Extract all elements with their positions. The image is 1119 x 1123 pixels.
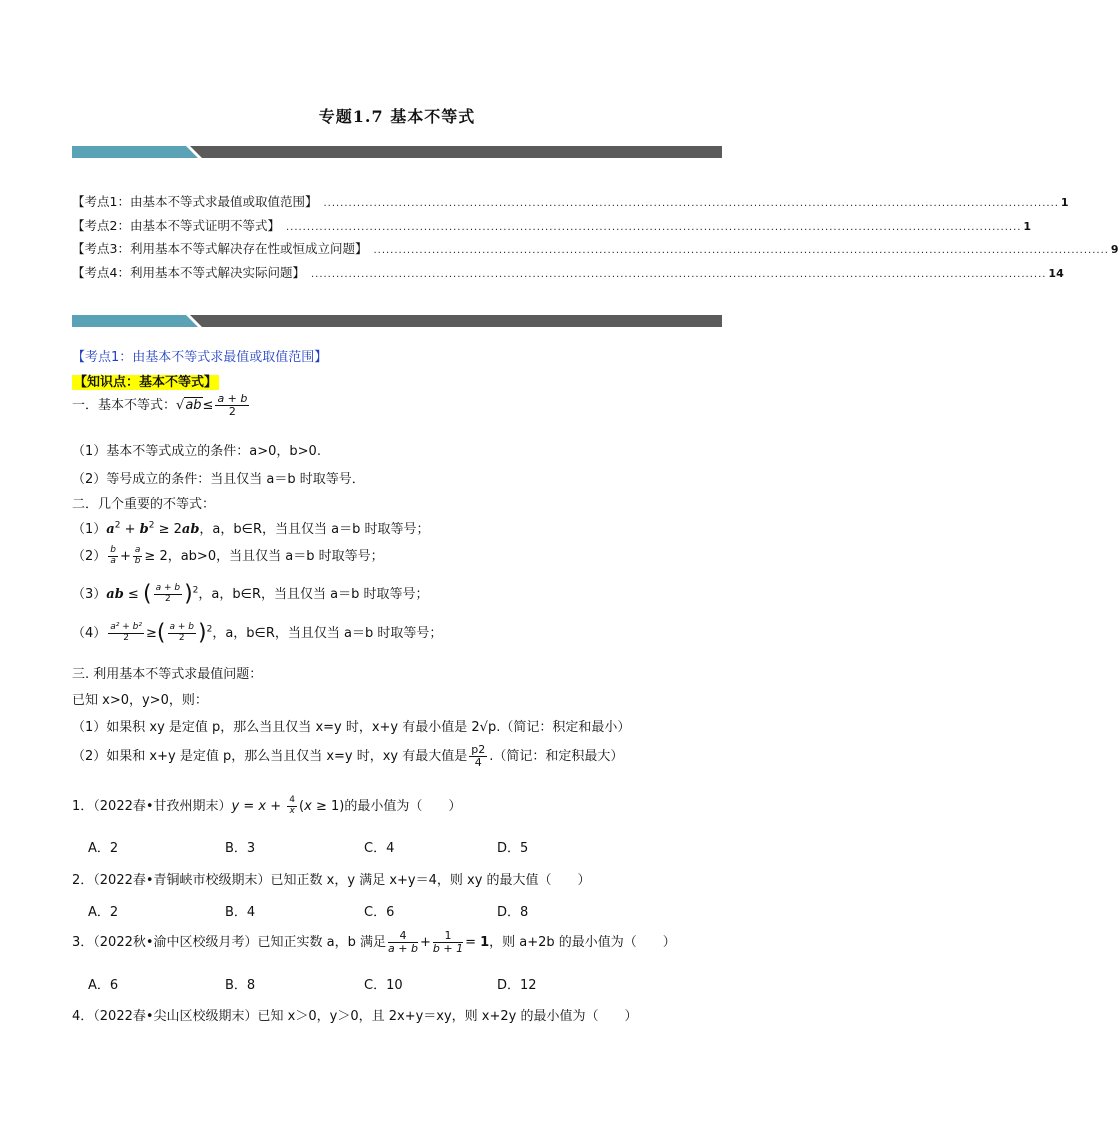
banner-gray-segment bbox=[190, 315, 722, 327]
question-stem-tail: ，则 a+2b 的最小值为（ ） bbox=[489, 935, 676, 951]
question-source: （2022春•尖山区校级期末） bbox=[93, 1009, 258, 1024]
condition-line-2: （2）等号成立的条件：当且仅当 a＝b 时取等号． bbox=[72, 472, 365, 487]
question-number: 3． bbox=[72, 935, 94, 951]
option-b[interactable]: B．8 bbox=[225, 978, 256, 993]
question-source: （2022春•青铜峡市校级期末） bbox=[93, 873, 271, 888]
question-2 bbox=[72, 869, 591, 888]
question-number: 2． bbox=[72, 873, 94, 888]
section-heading: 【考点1：由基本不等式求最值或取值范围】 bbox=[72, 350, 328, 365]
toc-entry-page: 14 bbox=[1048, 266, 1064, 280]
important-inequality-4 bbox=[72, 622, 442, 645]
toc-entry-label: 【考点4：利用基本不等式解决实际问题】 bbox=[72, 264, 305, 280]
basic-inequality-line bbox=[72, 393, 251, 418]
option-c[interactable]: C．6 bbox=[364, 905, 395, 920]
formula-2: （2） $\frac{b}{a}$ + $\frac{a}{b}$ ≥ 2， bbox=[72, 545, 181, 566]
basic-inequality-label: 一．基本不等式： bbox=[72, 398, 177, 414]
option-c[interactable]: C．10 bbox=[364, 978, 403, 993]
extremum-heading: 三. 利用基本不等式求最值问题： bbox=[72, 667, 263, 682]
important-inequality-1 bbox=[72, 518, 429, 537]
toc-entry[interactable] bbox=[72, 216, 1032, 240]
toc-entry[interactable] bbox=[72, 239, 1119, 263]
extremum-given: 已知 x>0，y>0，则： bbox=[72, 693, 208, 708]
banner-gray-segment bbox=[190, 146, 722, 158]
table-of-contents bbox=[72, 192, 1119, 286]
formula-2-condition: ab>0，当且仅当 a＝b 时取等号； bbox=[180, 549, 384, 564]
basic-inequality-formula: √ab≤ $\frac{a + b}{2}$ bbox=[176, 392, 248, 419]
option-a[interactable]: A．2 bbox=[88, 841, 119, 856]
formula-3: （3）ab ≤ ( $\frac{a + b}{2}$ )$^2$， bbox=[72, 581, 212, 607]
knowledge-point-tag: 【知识点：基本不等式】 bbox=[74, 375, 218, 390]
formula-3-condition: a，b∈R，当且仅当 a＝b 时取等号； bbox=[211, 587, 429, 602]
formula-4: （4） $\frac{\text{a² + b²}}{2}$ ≥( $\frac{a + b}{2}$ )$^2$， bbox=[72, 620, 226, 646]
toc-dot-leader: ................................................................................................................................................................................ bbox=[373, 245, 1109, 256]
toc-entry[interactable] bbox=[72, 263, 1064, 287]
extremum-rule-1: （1）如果积 xy 是定值 p，那么当且仅当 x=y 时，x+y 有最小值是 2√p.（简记：积定和最小） bbox=[72, 720, 631, 735]
important-inequality-3 bbox=[72, 583, 428, 606]
question-stem: 已知正数 x，y 满足 x+y＝4，则 xy 的最大值（ ） bbox=[270, 873, 591, 888]
condition-line-1: （1）基本不等式成立的条件：a>0，b>0. bbox=[72, 444, 321, 459]
banner-teal-segment bbox=[72, 146, 198, 158]
question-number: 4． bbox=[72, 1009, 94, 1024]
question-3-formula: $\frac{4}{a + b}$ + $\frac{1}{b + 1}$ = 1 bbox=[388, 929, 490, 956]
option-b[interactable]: B．4 bbox=[225, 905, 256, 920]
toc-entry-label: 【考点3：利用基本不等式解决存在性或恒成立问题】 bbox=[72, 241, 368, 256]
option-a[interactable]: A．6 bbox=[88, 978, 119, 993]
title-divider-banner bbox=[72, 146, 722, 158]
formula-1-condition: a，b∈R，当且仅当 a＝b 时取等号； bbox=[212, 522, 430, 537]
toc-entry[interactable] bbox=[72, 192, 1069, 216]
question-1-formula: y = x + $\frac{4}{x}$ (x ≥ 1) bbox=[231, 795, 345, 816]
toc-entry-page: 1 bbox=[1023, 219, 1032, 233]
toc-entry-label: 【考点2：由基本不等式证明不等式】 bbox=[72, 217, 280, 233]
section-divider-banner bbox=[72, 315, 722, 327]
option-b[interactable]: B．3 bbox=[225, 841, 256, 856]
important-inequality-2 bbox=[72, 545, 384, 567]
question-stem-tail: 的最小值为（ ） bbox=[344, 799, 462, 814]
question-source: （2022秋•渝中区校级月考） bbox=[93, 935, 258, 951]
toc-entry-page: 1 bbox=[1060, 196, 1069, 209]
extremum-rule-2-text: （2）如果和 x+y 是定值 p，那么当且仅当 x=y 时，xy 有最大值是 bbox=[72, 749, 468, 765]
extremum-rule-2 bbox=[72, 744, 623, 769]
question-4 bbox=[72, 1005, 638, 1024]
p-squared-over-4: $\frac{p2}{4}$ bbox=[471, 743, 486, 770]
formula-1: $(1)a^2 + b^2 \ge 2ab$， bbox=[72, 520, 213, 537]
toc-entry-label: 【考点1：由基本不等式求最值或取值范围】 bbox=[72, 194, 318, 209]
toc-dot-leader: ................................................................................................................................................................................ bbox=[323, 198, 1059, 209]
knowledge-point-tag-wrap bbox=[72, 371, 219, 390]
extremum-rule-2-note: .（简记：和定积最大） bbox=[489, 749, 624, 765]
option-c[interactable]: C．4 bbox=[364, 841, 395, 856]
toc-dot-leader: ................................................................................................................................................................................ bbox=[310, 268, 1047, 280]
option-d[interactable]: D．8 bbox=[497, 905, 529, 920]
banner-teal-segment bbox=[72, 315, 198, 327]
formula-4-condition: a，b∈R，当且仅当 a＝b 时取等号； bbox=[225, 626, 443, 641]
question-source: （2022春•甘孜州期末） bbox=[93, 799, 232, 814]
option-a[interactable]: A．2 bbox=[88, 905, 119, 920]
question-3 bbox=[72, 930, 676, 955]
question-number: 1． bbox=[72, 799, 94, 814]
option-d[interactable]: D．5 bbox=[497, 841, 529, 856]
option-d[interactable]: D．12 bbox=[497, 978, 537, 993]
page-title: 专题1.7 基本不等式 bbox=[318, 107, 476, 126]
toc-dot-leader: ................................................................................................................................................................................ bbox=[285, 221, 1022, 233]
question-1 bbox=[72, 795, 461, 817]
question-stem: 已知 x＞0，y＞0，且 2x+y＝xy，则 x+2y 的最小值为（ ） bbox=[257, 1009, 638, 1024]
toc-entry-page: 9 bbox=[1110, 243, 1119, 256]
important-inequalities-heading: 二．几个重要的不等式： bbox=[72, 497, 216, 512]
question-stem: 已知正实数 a，b 满足 bbox=[257, 935, 387, 951]
